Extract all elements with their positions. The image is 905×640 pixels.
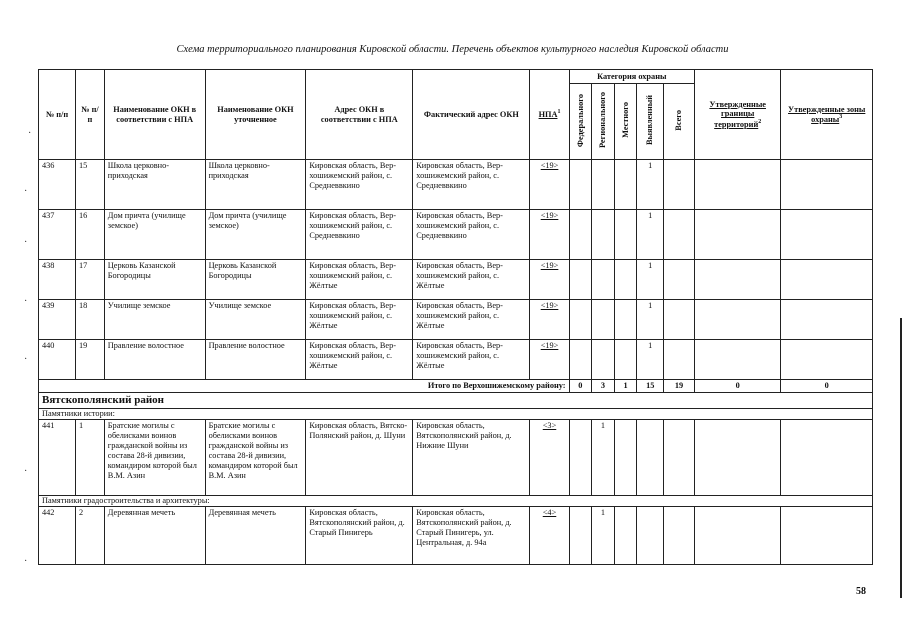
- margin-dot: ·: [24, 466, 28, 477]
- cell-identified: 1: [637, 160, 664, 210]
- margin-dot: ·: [24, 556, 28, 567]
- cell-address-npa: Кировская область, Вер-хошижемский район, с. Жёлтые: [306, 300, 413, 340]
- cell-identified: 1: [637, 300, 664, 340]
- header-name-refined: Наименование ОКН уточненное: [205, 70, 306, 160]
- table-row: [39, 340, 873, 380]
- cell-number: 439: [39, 300, 76, 340]
- cell-npa-ref: <19>: [530, 300, 569, 340]
- cell-zones: [781, 210, 873, 260]
- cell-number: 438: [39, 260, 76, 300]
- cell-zones: [781, 420, 873, 496]
- cell-federal: [569, 420, 592, 496]
- cell-name-refined: Школа церковно-приходская: [205, 160, 306, 210]
- cell-zones: [781, 507, 873, 565]
- cell-address-actual: Кировская область, Вер-хошижемский район, с. Жёлтые: [413, 340, 530, 380]
- cell-total: [664, 210, 695, 260]
- total-zones: 0: [781, 380, 873, 393]
- cell-number: 442: [39, 507, 76, 565]
- cell-npa-ref: <19>: [530, 340, 569, 380]
- cell-name-refined: Училище земское: [205, 300, 306, 340]
- cell-local-number: 18: [76, 300, 105, 340]
- margin-dot: ·: [24, 186, 28, 197]
- cell-number: 441: [39, 420, 76, 496]
- cell-local: [614, 507, 637, 565]
- cell-name-refined: Дом причта (училище земское): [205, 210, 306, 260]
- cell-address-actual: Кировская область, Вятскополянский район, д. Нижние Шуни: [413, 420, 530, 496]
- total-territory: 0: [695, 380, 781, 393]
- cell-npa-ref: <3>: [530, 420, 569, 496]
- cell-total: [664, 420, 695, 496]
- cell-address-actual: Кировская область, Вер-хошижемский район, с. Средневвкино: [413, 210, 530, 260]
- cell-address-npa: Кировская область, Вер-хошижемский район, с. Жёлтые: [306, 260, 413, 300]
- section-history: Памятники истории:: [39, 409, 873, 420]
- cell-address-actual: Кировская область, Вер-хошижемский район, с. Жёлтые: [413, 300, 530, 340]
- cell-address-npa: Кировская область, Вятско-Полянский район, д. Шуни: [306, 420, 413, 496]
- total-label: Итого по Верхошижемскому району:: [39, 380, 570, 393]
- cell-local: [614, 260, 637, 300]
- cell-npa-ref: <19>: [530, 260, 569, 300]
- cell-name-npa: Училище земское: [104, 300, 205, 340]
- margin-dot: ·: [24, 296, 28, 307]
- cell-local-number: 15: [76, 160, 105, 210]
- table-row: [39, 210, 873, 260]
- cell-name-refined: Церковь Казанской Богородицы: [205, 260, 306, 300]
- cell-federal: [569, 160, 592, 210]
- cell-identified: 1: [637, 340, 664, 380]
- header-address-actual: Фактический адрес ОКН: [413, 70, 530, 160]
- cell-name-npa: Церковь Казанской Богородицы: [104, 260, 205, 300]
- table-row: [39, 507, 873, 565]
- cell-zones: [781, 340, 873, 380]
- cell-address-actual: Кировская область, Вер-хошижемский район, с. Жёлтые: [413, 260, 530, 300]
- cell-local: [614, 340, 637, 380]
- cell-regional: 1: [592, 507, 615, 565]
- header-local: Местного: [614, 84, 637, 160]
- margin-dot: ·: [24, 354, 28, 365]
- cell-regional: [592, 300, 615, 340]
- cell-federal: [569, 340, 592, 380]
- cell-name-refined: Братские могилы с обелисками воинов гражданской войны из состава 28-й дивизии, командиром которой был В.М. Азин: [205, 420, 306, 496]
- cell-territory: [695, 210, 781, 260]
- cell-total: [664, 507, 695, 565]
- header-category-group: Категория охраны: [569, 70, 694, 84]
- header-territory: Утвержденные границы территорий$^2$: [695, 70, 781, 160]
- cell-regional: [592, 340, 615, 380]
- heritage-objects-table: [38, 69, 873, 565]
- cell-regional: [592, 160, 615, 210]
- cell-local-number: 2: [76, 507, 105, 565]
- cell-regional: [592, 210, 615, 260]
- cell-name-refined: Правление волостное: [205, 340, 306, 380]
- cell-federal: [569, 507, 592, 565]
- cell-total: [664, 300, 695, 340]
- cell-name-npa: Правление волостное: [104, 340, 205, 380]
- header-regional: Регионального: [592, 84, 615, 160]
- cell-territory: [695, 300, 781, 340]
- section-row: [39, 496, 873, 507]
- cell-federal: [569, 300, 592, 340]
- cell-local-number: 1: [76, 420, 105, 496]
- cell-name-npa: Дом причта (училище земское): [104, 210, 205, 260]
- cell-total: [664, 340, 695, 380]
- cell-zones: [781, 160, 873, 210]
- document-title: Схема территориального планирования Кировской области. Перечень объектов культурного наследия Кировской области: [176, 44, 729, 55]
- cell-number: 436: [39, 160, 76, 210]
- header-total: Всего: [664, 84, 695, 160]
- cell-address-npa: Кировская область, Вер-хошижемский район, с. Жёлтые: [306, 340, 413, 380]
- margin-dot: ·: [24, 237, 28, 248]
- cell-name-npa: Деревянная мечеть: [104, 507, 205, 565]
- cell-identified: [637, 507, 664, 565]
- header-num: № п/п: [39, 70, 76, 160]
- cell-identified: 1: [637, 260, 664, 300]
- cell-identified: [637, 420, 664, 496]
- district-heading: Вятскополянский район: [39, 392, 873, 408]
- header-name-npa: Наименование ОКН в соответствии с НПА: [104, 70, 205, 160]
- section-row: [39, 409, 873, 420]
- cell-local: [614, 210, 637, 260]
- cell-name-refined: Деревянная мечеть: [205, 507, 306, 565]
- cell-total: [664, 160, 695, 210]
- cell-territory: [695, 160, 781, 210]
- cell-territory: [695, 260, 781, 300]
- cell-identified: 1: [637, 210, 664, 260]
- cell-territory: [695, 507, 781, 565]
- cell-npa-ref: <19>: [530, 210, 569, 260]
- cell-local: [614, 300, 637, 340]
- header-num-local: № п/п: [76, 70, 105, 160]
- total-all: 19: [664, 380, 695, 393]
- scan-edge-line: [900, 318, 902, 598]
- cell-name-npa: Школа церковно-приходская: [104, 160, 205, 210]
- table-row: [39, 160, 873, 210]
- cell-zones: [781, 260, 873, 300]
- total-identified: 15: [637, 380, 664, 393]
- cell-number: 437: [39, 210, 76, 260]
- header-identified: Выявленный: [637, 84, 664, 160]
- cell-npa-ref: <4>: [530, 507, 569, 565]
- total-row: [39, 380, 873, 393]
- page-number: 58: [856, 586, 866, 597]
- cell-address-npa: Кировская область, Вер-хошижемский район, с. Средневвкино: [306, 160, 413, 210]
- cell-name-npa: Братские могилы с обелисками воинов гражданской войны из состава 28-й дивизии, командиром которой был В.М. Азин: [104, 420, 205, 496]
- cell-address-actual: Кировская область, Вер-хошижемский район, с. Средневвкино: [413, 160, 530, 210]
- header-zones: Утвержденные зоны охраны$^3$: [781, 70, 873, 160]
- header-federal: Федерального: [569, 84, 592, 160]
- section-architecture: Памятники градостроительства и архитектуры:: [39, 496, 873, 507]
- total-federal: 0: [569, 380, 592, 393]
- cell-local: [614, 420, 637, 496]
- cell-local-number: 16: [76, 210, 105, 260]
- cell-address-npa: Кировская область, Вер-хошижемский район, с. Средневвкино: [306, 210, 413, 260]
- cell-local-number: 17: [76, 260, 105, 300]
- cell-npa-ref: <19>: [530, 160, 569, 210]
- cell-zones: [781, 300, 873, 340]
- cell-regional: [592, 260, 615, 300]
- cell-federal: [569, 210, 592, 260]
- total-regional: 3: [592, 380, 615, 393]
- cell-regional: 1: [592, 420, 615, 496]
- cell-address-actual: Кировская область, Вятскополянский район, д. Старый Пинигерь, ул. Центральная, д. 94а: [413, 507, 530, 565]
- total-local: 1: [614, 380, 637, 393]
- cell-address-npa: Кировская область, Вятскополянский район, д. Старый Пинигерь: [306, 507, 413, 565]
- table-row: [39, 260, 873, 300]
- cell-local: [614, 160, 637, 210]
- cell-territory: [695, 340, 781, 380]
- margin-dot: ·: [28, 128, 32, 139]
- cell-territory: [695, 420, 781, 496]
- header-npa: НПА$^1$: [530, 70, 569, 160]
- cell-number: 440: [39, 340, 76, 380]
- header-address-npa: Адрес ОКН в соответствии с НПА: [306, 70, 413, 160]
- table-row: [39, 300, 873, 340]
- cell-local-number: 19: [76, 340, 105, 380]
- cell-federal: [569, 260, 592, 300]
- table-row: [39, 420, 873, 496]
- cell-total: [664, 260, 695, 300]
- district-row: [39, 392, 873, 408]
